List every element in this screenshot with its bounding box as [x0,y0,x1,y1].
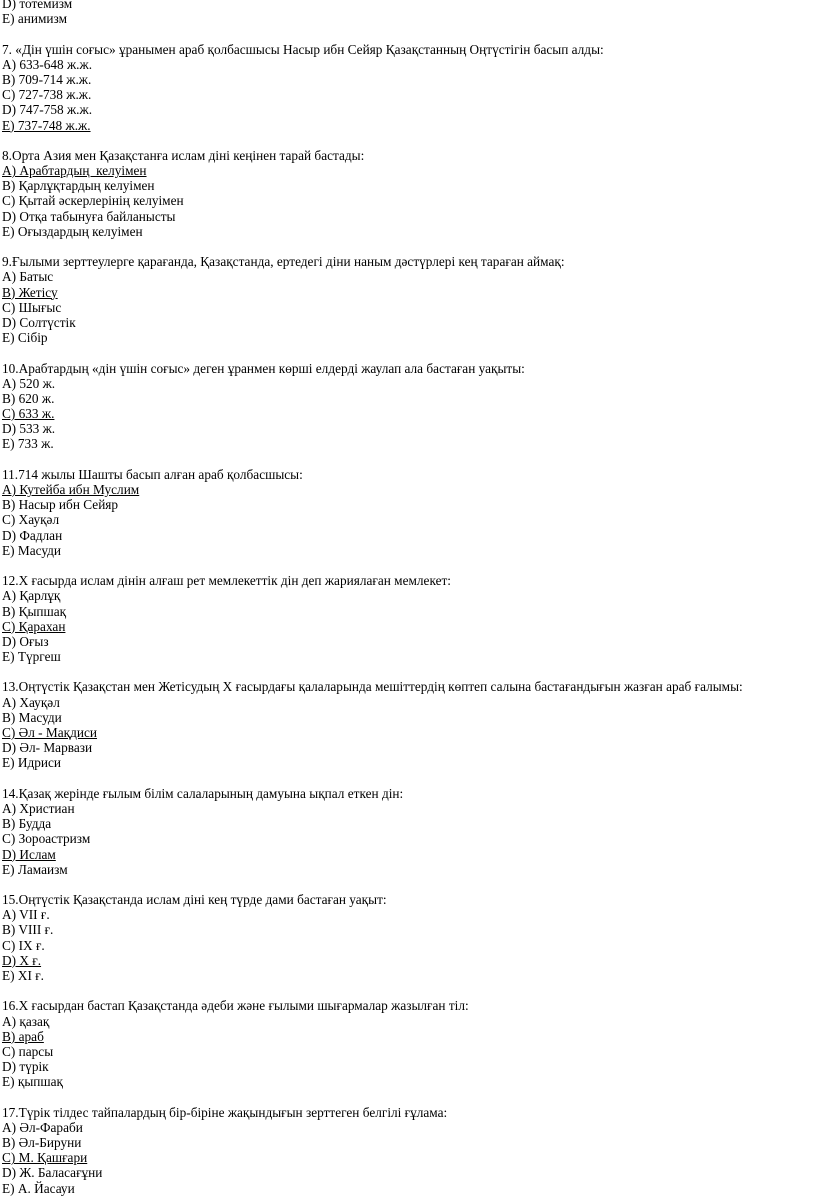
answer-option-label: D) Оғыз [2,633,49,649]
answer-option [0,604,816,619]
answer-option-label: D) Солтүстік [2,314,76,330]
question-block [0,42,816,133]
question-list [0,26,816,1195]
answer-option [0,938,816,953]
answer-option [0,436,816,451]
answer-option-label: D) Отқа табынуға байланысты [2,208,176,224]
question-block [0,679,816,770]
answer-option [0,847,816,862]
blank-line [0,452,816,467]
answer-option [0,406,816,421]
answer-option-label: B) Қарлұқтардың келуімен [2,178,155,194]
blank-line [0,877,816,892]
question-block [0,467,816,558]
answer-option [0,178,816,193]
answer-option-label: B) Әл-Бируни [2,1135,82,1151]
answer-option [0,269,816,284]
blank-line [0,345,816,360]
question-text: 9.Ғылыми зерттеулерге қарағанда, Қазақстанда, ертедегі діни наным дәстүрлері кең тараған аймақ: [2,254,565,270]
answer-option-label: D) Әл- Марвази [2,740,93,756]
answer-option [0,330,816,345]
blank-line [0,983,816,998]
answer-option [0,634,816,649]
answer-option-label: C) 727-738 ж.ж. [2,87,92,103]
answer-option-label: B) 709-714 ж.ж. [2,71,92,87]
answer-option [0,102,816,117]
answer-option-label: A) VII ғ. [2,907,50,923]
answer-option-label: A) Қарлұқ [2,588,61,604]
answer-option [0,300,816,315]
answer-option-label: D) 533 ж. [2,421,56,437]
answer-option-label: C) Зороастризм [2,831,91,847]
answer-option-label: A) Христиан [2,800,75,816]
answer-option [0,1014,816,1029]
answer-option-label: E) 733 ж. [2,436,54,452]
answer-option [0,224,816,239]
answer-option [0,285,816,300]
answer-option-correct-label: A) Арабтардың келуімен [2,163,147,179]
answer-option [0,953,816,968]
answer-option-correct-label: E) 737-748 ж.ж. [2,117,91,133]
answer-option [0,1165,816,1180]
answer-option-correct-label: A) Кутейба ибн Муслим [2,482,140,497]
answer-option [0,695,816,710]
answer-option-correct-label: C) 633 ж. [2,406,55,422]
answer-option-label: A) 520 ж. [2,375,56,391]
answer-option [0,87,816,102]
question-text: 12.Х ғасырда ислам дінін алғаш рет мемлекеттік дін деп жариялаған мемлекет: [2,573,451,589]
answer-option [0,740,816,755]
question-block [0,148,816,239]
answer-option [0,315,816,330]
answer-option [0,816,816,831]
answer-option-label: C) Шығыс [2,299,62,315]
question-block [0,892,816,983]
answer-option-label: B) Қыпшақ [2,603,67,619]
answer-option-label: D) Фадлан [2,527,63,543]
answer-option-label: D) түрік [2,1059,49,1075]
answer-option [0,649,816,664]
answer-option-label: C) парсы [2,1043,54,1059]
answer-option-correct-label: C) Әл - Мақдиси [2,725,98,740]
blank-line [0,133,816,148]
answer-option-label: A) Батыс [2,269,54,285]
answer-option-label: E) XI ғ. [2,968,45,983]
answer-option-label: E) Түргеш [2,649,61,665]
answer-option-label: E) А. Йасауи [2,1180,75,1196]
answer-option [0,512,816,527]
answer-option [0,801,816,816]
answer-option-label: E) Оғыздардың келуімен [2,223,143,239]
answer-option [0,725,816,740]
answer-option-label: A) Хауқәл [2,694,60,710]
question-text: 13.Оңтүстік Қазақстан мен Жетісудың Х ғасырдағы қалаларында мешіттердің көптеп салына бастағандығын жазған араб ғалымы: [2,679,743,695]
answer-option [0,1181,816,1196]
lead-option-d: D) тотемизм [2,0,73,11]
blank-line [0,1090,816,1105]
answer-option [0,497,816,512]
answer-option-correct-label: B) араб [2,1028,44,1044]
answer-option-label: E) Ламаизм [2,861,68,877]
blank-line [0,239,816,254]
answer-option [0,831,816,846]
answer-option [0,391,816,406]
answer-option [0,1044,816,1059]
answer-option-label: A) Әл-Фараби [2,1119,83,1135]
answer-option-label: C) Хауқәл [2,512,60,528]
answer-option [0,528,816,543]
answer-option-label: E) Масуди [2,542,62,558]
answer-option-label: B) Будда [2,816,52,832]
answer-option [0,588,816,603]
answer-option [0,619,816,634]
answer-option [0,1059,816,1074]
answer-option [0,209,816,224]
question-text: 15.Оңтүстік Қазақстанда ислам діні кең түрде дами бастаған уақыт: [2,892,387,908]
answer-option [0,1120,816,1135]
question-text: 8.Орта Азия мен Қазақстанға ислам діні кеңінен тарай бастады: [2,147,365,163]
blank-line [0,26,816,41]
question-block [0,254,816,345]
lead-option-e: E) анимизм [2,11,68,27]
blank-line [0,771,816,786]
question-text: 10.Арабтардың «дін үшін соғыс» деген ұранмен көрші елдерді жаулап ала бастаған уақыты: [2,360,525,376]
question-text: 16.Х ғасырдан бастап Қазақстанда әдеби және ғылыми шығармалар жазылған тіл: [2,998,469,1014]
answer-option [0,710,816,725]
answer-option [0,118,816,133]
question-block [0,998,816,1089]
answer-option [0,922,816,937]
answer-option [0,543,816,558]
blank-line [0,664,816,679]
answer-option-correct-label: C) Қарахан [2,618,66,634]
question-block [0,786,816,877]
answer-option [0,1029,816,1044]
answer-option [0,1150,816,1165]
answer-option-label: B) Масуди [2,709,62,725]
answer-option-correct-label: B) Жетісу [2,284,58,300]
answer-option-label: C) Қытай әскерлерінің келуімен [2,193,184,209]
answer-option-label: A) қазақ [2,1013,50,1029]
answer-option-label: B) Насыр ибн Сейяр [2,497,119,513]
question-block [0,1105,816,1196]
question-block [0,361,816,452]
answer-option-label: A) 633-648 ж.ж. [2,56,93,72]
answer-option-correct-label: D) Ислам [2,846,56,862]
answer-option [0,72,816,87]
answer-option [0,862,816,877]
answer-option-label: E) қыпшақ [2,1074,63,1090]
blank-line [0,558,816,573]
answer-option [0,376,816,391]
answer-option [0,1074,816,1089]
answer-option-label: E) Идриси [2,755,62,771]
answer-option-label: B) 620 ж. [2,390,55,406]
answer-option [0,968,816,983]
question-block [0,573,816,664]
question-text: 11.714 жылы Шашты басып алған араб қолбасшысы: [2,466,303,482]
answer-option [0,57,816,72]
answer-option [0,755,816,770]
answer-option [0,163,816,178]
answer-option-label: D) 747-758 ж.ж. [2,102,93,118]
answer-option-label: D) Ж. Баласағұни [2,1165,103,1181]
question-text: 17.Түрік тілдес тайпалардың бір-біріне жақындығын зерттеген белгілі ғұлама: [2,1104,448,1120]
answer-option [0,482,816,497]
answer-option [0,193,816,208]
answer-option [0,1135,816,1150]
answer-option-correct-label: C) М. Қашғари [2,1150,88,1166]
answer-option-label: C) IX ғ. [2,937,45,953]
answer-option-correct-label: D) X ғ. [2,952,42,968]
question-text: 14.Қазақ жерінде ғылым білім салаларының дамуына ықпал еткен дін: [2,785,404,801]
answer-option [0,907,816,922]
answer-option-label: E) Сібір [2,330,48,346]
question-text: 7. «Дін үшін соғыс» ұранымен араб қолбасшысы Насыр ибн Сейяр Қазақстанның Оңтүстігін басып алды: [2,41,604,57]
answer-option-label: B) VIII ғ. [2,922,54,938]
answer-option [0,421,816,436]
